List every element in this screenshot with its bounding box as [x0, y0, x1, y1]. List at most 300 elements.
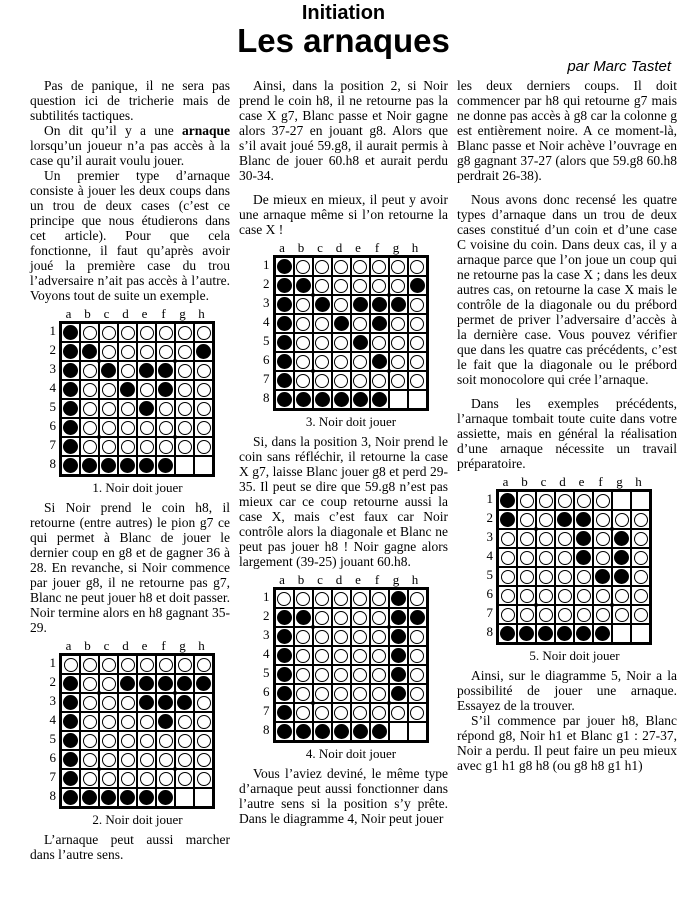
black-disc — [391, 648, 406, 663]
black-disc — [576, 550, 591, 565]
row-label: 1 — [486, 491, 493, 506]
board-cell — [294, 703, 313, 722]
white-disc — [353, 355, 367, 369]
board-cell — [313, 295, 332, 314]
white-disc — [577, 608, 591, 622]
white-disc — [596, 494, 610, 508]
board-cell — [631, 567, 650, 586]
board-cell — [408, 314, 427, 333]
board-cell — [194, 750, 213, 769]
board-cell — [370, 295, 389, 314]
white-disc — [353, 317, 367, 331]
board-cell — [80, 323, 99, 342]
row-label: 5 — [486, 567, 493, 582]
board-cell — [175, 655, 194, 674]
white-disc — [520, 494, 534, 508]
board-cell — [370, 703, 389, 722]
board-cell — [631, 605, 650, 624]
board-cell — [332, 589, 351, 608]
column-label: b — [297, 572, 305, 587]
star-point — [97, 691, 101, 695]
black-disc — [101, 458, 116, 473]
white-disc — [520, 513, 534, 527]
board-cell — [99, 437, 118, 456]
white-disc — [102, 345, 116, 359]
board-cell — [99, 693, 118, 712]
white-disc — [539, 589, 553, 603]
black-disc — [410, 610, 425, 625]
row-label: 4 — [49, 712, 56, 727]
white-disc — [121, 772, 135, 786]
row-label: 1 — [263, 589, 270, 604]
white-disc — [539, 532, 553, 546]
black-disc — [296, 278, 311, 293]
board-cell — [175, 361, 194, 380]
white-disc — [296, 298, 310, 312]
white-disc — [197, 402, 211, 416]
board-cell — [99, 418, 118, 437]
white-disc — [410, 592, 424, 606]
board-cell — [137, 361, 156, 380]
board-cell — [175, 750, 194, 769]
board-cell — [593, 548, 612, 567]
board-cell — [389, 333, 408, 352]
black-disc — [277, 259, 292, 274]
white-disc — [159, 345, 173, 359]
black-disc — [139, 695, 154, 710]
board-cell — [536, 586, 555, 605]
white-disc — [83, 421, 97, 435]
board-cell — [194, 655, 213, 674]
column-label: g — [179, 306, 186, 321]
white-disc — [372, 611, 386, 625]
column-label: b — [84, 638, 91, 653]
board-cell — [156, 456, 175, 475]
white-disc — [539, 494, 553, 508]
board-cell — [370, 352, 389, 371]
star-point — [97, 767, 101, 771]
board-cell — [332, 722, 351, 741]
paragraph: S’il commence par jouer h8, Blanc répond g8, Noir h1 et Blanc g1 : 27-37, Noir a perdu. Il peut faire un peu mieux avec g1 h1 g8 h8 (ou g8 h8 g1 h1) — [457, 713, 677, 773]
black-disc — [139, 458, 154, 473]
board-cell — [351, 608, 370, 627]
board-cell — [137, 788, 156, 807]
board-cell — [137, 437, 156, 456]
column-label: b — [297, 240, 305, 255]
star-point — [97, 359, 101, 363]
board-grid — [273, 255, 429, 411]
white-disc — [178, 772, 192, 786]
page-header — [0, 0, 687, 75]
board-cell — [408, 257, 427, 276]
white-disc — [410, 355, 424, 369]
white-disc — [539, 570, 553, 584]
white-disc — [102, 677, 116, 691]
board-cell — [351, 371, 370, 390]
black-disc — [120, 790, 135, 805]
star-point — [173, 435, 177, 439]
column-label: d — [122, 638, 129, 653]
board-cell — [194, 437, 213, 456]
board-cell — [612, 605, 631, 624]
board-cell — [99, 380, 118, 399]
white-disc — [410, 630, 424, 644]
white-disc — [178, 326, 192, 340]
board-cell — [536, 529, 555, 548]
black-disc — [353, 392, 368, 407]
board-cell — [118, 342, 137, 361]
board-cell — [332, 295, 351, 314]
board-cell — [351, 333, 370, 352]
board-cell — [555, 548, 574, 567]
star-point — [173, 691, 177, 695]
board-cell — [332, 684, 351, 703]
row-labels — [481, 489, 496, 645]
black-disc — [63, 458, 78, 473]
board-cell — [612, 491, 631, 510]
board-cell — [137, 693, 156, 712]
white-disc — [372, 687, 386, 701]
board-cell — [517, 567, 536, 586]
white-disc — [596, 532, 610, 546]
black-disc — [334, 724, 349, 739]
board-grid — [59, 321, 215, 477]
white-disc — [102, 402, 116, 416]
board-cell — [370, 684, 389, 703]
board-cell — [370, 665, 389, 684]
board-cell — [118, 731, 137, 750]
board-cell — [156, 655, 175, 674]
board-cell — [408, 276, 427, 295]
board-cell — [631, 624, 650, 643]
board-cell — [332, 703, 351, 722]
board-cell — [313, 352, 332, 371]
board-cell — [118, 712, 137, 731]
paragraph: Ainsi, sur le diagramme 5, Noir a la possibilité de jouer une arnaque. Essayez de la trouver. — [457, 668, 677, 713]
white-disc — [102, 383, 116, 397]
star-point — [610, 603, 614, 607]
white-disc — [520, 608, 534, 622]
board-cell — [194, 674, 213, 693]
board-cell — [80, 418, 99, 437]
board-cell — [275, 608, 294, 627]
white-disc — [315, 611, 329, 625]
white-disc — [197, 696, 211, 710]
white-disc — [83, 402, 97, 416]
black-disc — [353, 724, 368, 739]
row-labels — [44, 653, 59, 809]
row-label: 2 — [263, 608, 270, 623]
white-disc — [372, 706, 386, 720]
board-cell — [389, 703, 408, 722]
board-cell — [555, 529, 574, 548]
board-grid — [59, 653, 215, 809]
board-cell — [370, 390, 389, 409]
white-disc — [634, 513, 648, 527]
white-disc — [178, 753, 192, 767]
black-disc — [277, 610, 292, 625]
board-caption: 3. Noir doit jouer — [305, 414, 397, 429]
board-cell — [156, 418, 175, 437]
black-disc — [158, 790, 173, 805]
board-cell — [80, 769, 99, 788]
board-cell — [332, 314, 351, 333]
black-disc — [500, 512, 515, 527]
white-disc — [178, 658, 192, 672]
black-disc — [196, 676, 211, 691]
column-label: a — [279, 572, 285, 587]
board-cell — [156, 323, 175, 342]
star-point — [173, 767, 177, 771]
board-cell — [612, 529, 631, 548]
board-cell — [118, 750, 137, 769]
board-cell — [194, 380, 213, 399]
column-label: g — [392, 572, 400, 587]
board-cell — [294, 314, 313, 333]
white-disc — [121, 440, 135, 454]
column-2 — [239, 78, 448, 862]
white-disc — [121, 715, 135, 729]
white-disc — [634, 570, 648, 584]
white-disc — [372, 279, 386, 293]
column-label: e — [578, 474, 585, 489]
board-cell — [275, 722, 294, 741]
black-disc — [595, 569, 610, 584]
board-cell — [137, 342, 156, 361]
othello-diagram-5-slot — [457, 475, 677, 663]
board-cell — [536, 510, 555, 529]
row-label: 8 — [486, 624, 493, 639]
black-disc — [63, 695, 78, 710]
board-cell — [408, 352, 427, 371]
board-cell — [536, 605, 555, 624]
board-cell — [80, 674, 99, 693]
column-label: f — [598, 474, 603, 489]
row-label: 5 — [49, 731, 56, 746]
column-label: h — [411, 240, 419, 255]
board-cell — [370, 627, 389, 646]
board-cell — [517, 586, 536, 605]
column-labels — [59, 639, 216, 653]
board-cell — [118, 323, 137, 342]
othello-board — [258, 573, 430, 761]
white-disc — [296, 687, 310, 701]
othello-board — [44, 307, 216, 495]
white-disc — [140, 715, 154, 729]
column-label: f — [161, 306, 166, 321]
black-disc — [196, 344, 211, 359]
board-cell — [313, 722, 332, 741]
white-disc — [334, 611, 348, 625]
board-cell — [80, 788, 99, 807]
white-disc — [353, 374, 367, 388]
black-disc — [158, 458, 173, 473]
star-point — [173, 359, 177, 363]
board-cell — [593, 529, 612, 548]
board-cell — [351, 722, 370, 741]
board-cell — [332, 333, 351, 352]
black-disc — [63, 752, 78, 767]
board-cell — [118, 399, 137, 418]
board-cell — [61, 712, 80, 731]
white-disc — [391, 260, 405, 274]
white-disc — [178, 383, 192, 397]
white-disc — [296, 630, 310, 644]
black-disc — [315, 297, 330, 312]
board-cell — [351, 257, 370, 276]
black-disc — [391, 686, 406, 701]
paragraph: Dans les exemples précédents, l’arnaque tombait toute cuite dans votre assiette, mais en général la réalisation d’une arnaque nécessite un travail préparatoire. — [457, 396, 677, 471]
white-disc — [83, 383, 97, 397]
white-disc — [178, 402, 192, 416]
white-disc — [334, 298, 348, 312]
board-cell — [351, 627, 370, 646]
white-disc — [102, 421, 116, 435]
board-cell — [370, 646, 389, 665]
row-label: 4 — [49, 380, 56, 395]
board-cell — [175, 456, 194, 475]
black-disc — [595, 626, 610, 641]
othello-board — [258, 241, 430, 429]
white-disc — [334, 592, 348, 606]
white-disc — [634, 608, 648, 622]
board-cell — [498, 605, 517, 624]
board-cell — [574, 529, 593, 548]
board-cell — [408, 608, 427, 627]
board-cell — [536, 624, 555, 643]
column-label: b — [84, 306, 91, 321]
board-cell — [118, 788, 137, 807]
board-cell — [156, 342, 175, 361]
black-disc — [315, 392, 330, 407]
black-disc — [82, 790, 97, 805]
row-label: 1 — [263, 257, 270, 272]
board-cell — [294, 333, 313, 352]
board-cell — [555, 586, 574, 605]
othello-board — [44, 639, 216, 827]
board-cell — [294, 589, 313, 608]
white-disc — [539, 608, 553, 622]
white-disc — [296, 260, 310, 274]
column-labels — [496, 475, 653, 489]
white-disc — [391, 706, 405, 720]
board-cell — [332, 646, 351, 665]
white-disc — [140, 753, 154, 767]
white-disc — [410, 317, 424, 331]
board-cell — [498, 567, 517, 586]
board-cell — [61, 380, 80, 399]
board-cell — [370, 276, 389, 295]
white-disc — [197, 715, 211, 729]
board-cell — [294, 257, 313, 276]
white-disc — [197, 364, 211, 378]
board-cell — [370, 257, 389, 276]
board-cell — [118, 418, 137, 437]
byline: par Marc Tastet — [567, 58, 671, 75]
board-cell — [555, 510, 574, 529]
board-cell — [80, 342, 99, 361]
page-title: Les arnaques — [237, 22, 450, 59]
white-disc — [391, 317, 405, 331]
black-disc — [82, 344, 97, 359]
white-disc — [520, 532, 534, 546]
black-disc — [500, 626, 515, 641]
column-label: e — [355, 572, 361, 587]
white-disc — [102, 772, 116, 786]
white-disc — [159, 402, 173, 416]
white-disc — [140, 772, 154, 786]
white-disc — [334, 687, 348, 701]
othello-diagram-2-slot — [30, 639, 230, 827]
black-disc — [139, 363, 154, 378]
black-disc — [277, 705, 292, 720]
column-label: f — [161, 638, 166, 653]
white-disc — [296, 706, 310, 720]
star-point — [311, 625, 315, 629]
row-label: 6 — [49, 750, 56, 765]
white-disc — [121, 734, 135, 748]
column-label: h — [635, 474, 642, 489]
board-cell — [118, 693, 137, 712]
black-disc — [63, 439, 78, 454]
white-disc — [178, 734, 192, 748]
board-cell — [593, 567, 612, 586]
white-disc — [315, 374, 329, 388]
board-cell — [275, 684, 294, 703]
board-cell — [498, 510, 517, 529]
board-cell — [612, 567, 631, 586]
board-cell — [517, 624, 536, 643]
board-cell — [194, 361, 213, 380]
white-disc — [197, 658, 211, 672]
white-disc — [197, 383, 211, 397]
board-cell — [194, 731, 213, 750]
row-label: 5 — [263, 665, 270, 680]
board-cell — [536, 491, 555, 510]
board-cell — [137, 674, 156, 693]
board-cell — [351, 352, 370, 371]
paragraph: Pas de panique, il ne sera pas question ici de tricherie mais de subtilités tactiques. — [30, 78, 230, 123]
black-disc — [391, 629, 406, 644]
board-cell — [275, 314, 294, 333]
column-label: a — [279, 240, 285, 255]
white-disc — [277, 592, 291, 606]
star-point — [311, 369, 315, 373]
board-cell — [631, 529, 650, 548]
board-body — [258, 255, 430, 411]
row-label: 2 — [486, 510, 493, 525]
white-disc — [102, 696, 116, 710]
board-cell — [389, 390, 408, 409]
white-disc — [391, 279, 405, 293]
black-disc — [63, 420, 78, 435]
board-cell — [332, 352, 351, 371]
black-disc — [63, 676, 78, 691]
board-cell — [99, 731, 118, 750]
row-label: 6 — [49, 418, 56, 433]
board-cell — [80, 380, 99, 399]
board-caption: 2. Noir doit jouer — [92, 812, 183, 827]
white-disc — [334, 260, 348, 274]
white-disc — [372, 260, 386, 274]
black-disc — [296, 610, 311, 625]
white-disc — [140, 734, 154, 748]
row-label: 1 — [49, 323, 56, 338]
black-disc — [353, 297, 368, 312]
board-cell — [175, 731, 194, 750]
white-disc — [159, 440, 173, 454]
board-cell — [351, 276, 370, 295]
